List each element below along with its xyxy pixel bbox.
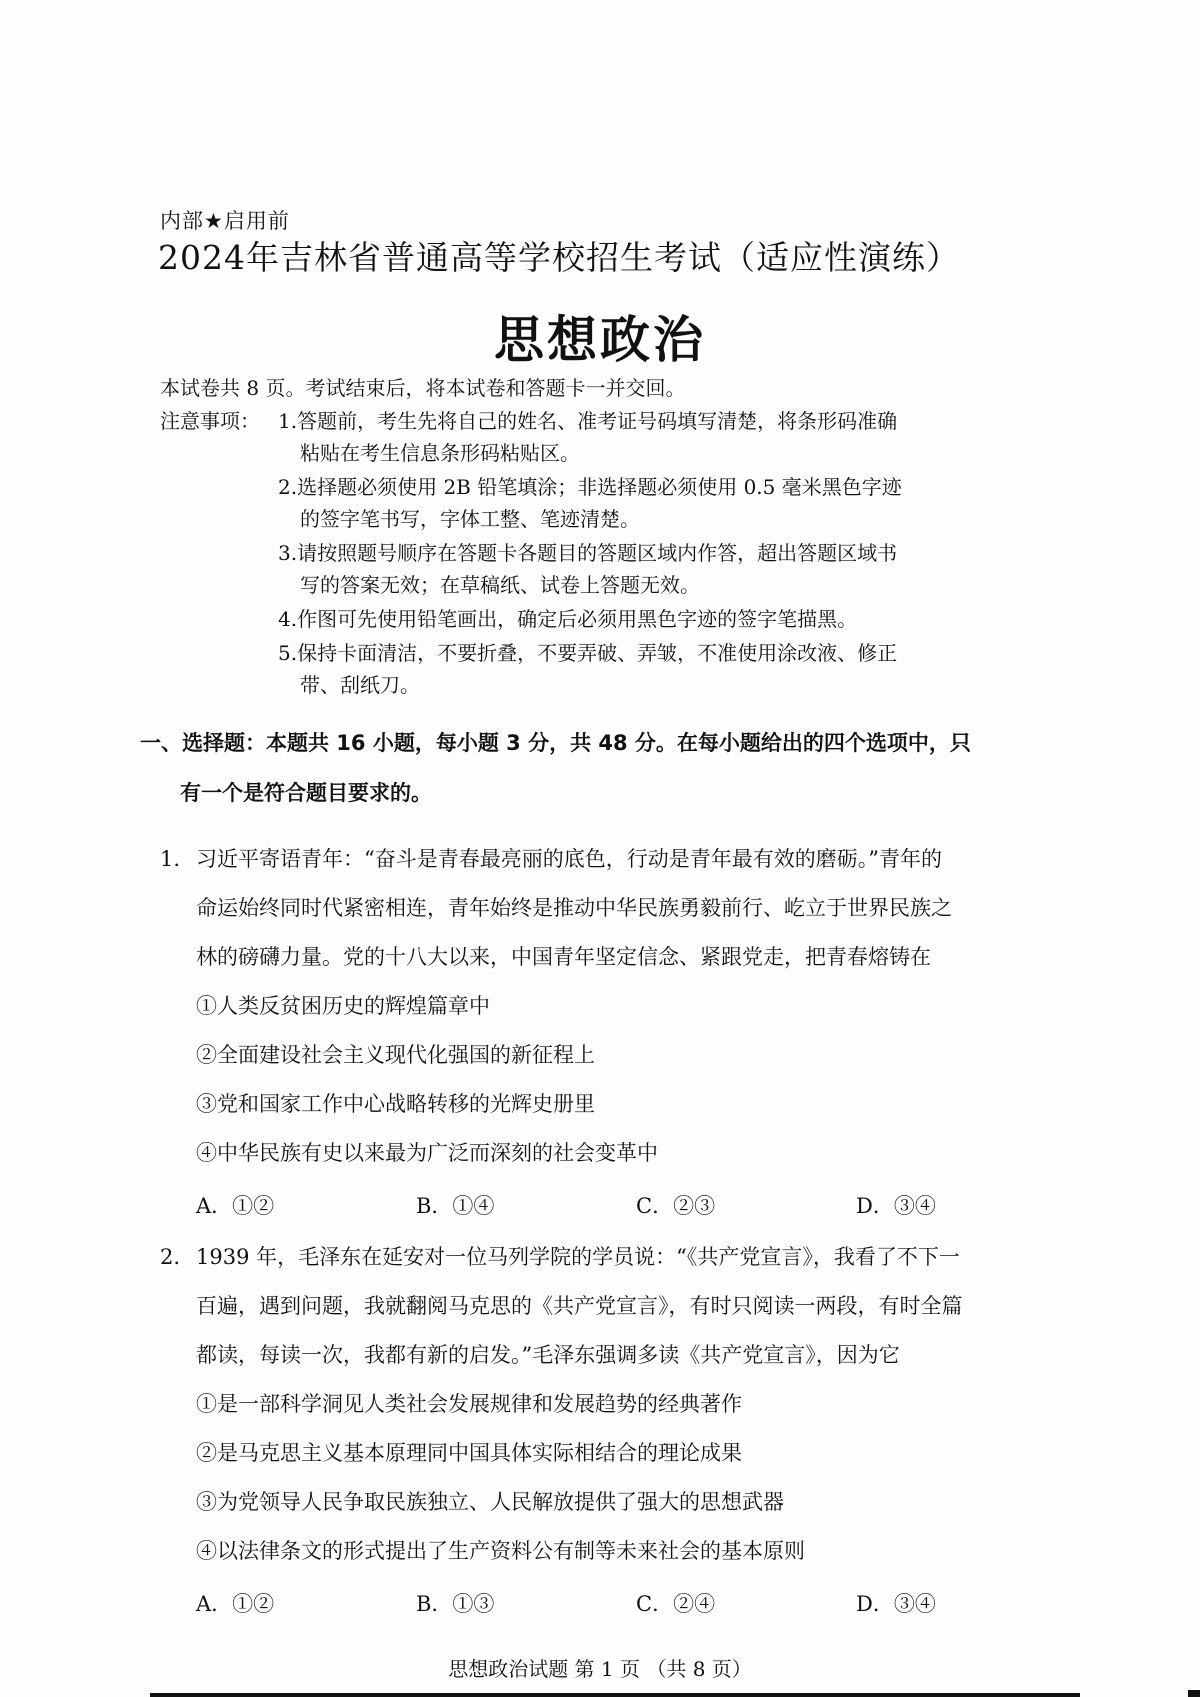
instruction-text: 2.选择题必须使用 2B 铅笔填涂；非选择题必须使用 0.5 毫米黑色字迹 [278, 475, 902, 499]
statement-option: ②全面建设社会主义现代化强国的新征程上 [196, 1043, 595, 1067]
answer-choices [160, 1178, 1080, 1234]
section-heading-line: 一、选择题：本题共 16 小题，每小题 3 分，共 48 分。在每小题给出的四个选项中，只 [140, 731, 971, 755]
question-number: 1. [160, 847, 181, 871]
instruction-text: 1.答题前，考生先将自己的姓名、准考证号码填写清楚，将条形码准确 [278, 409, 898, 433]
page-footer: 思想政治试题 第 1 页 （共 8 页） [448, 1657, 752, 1681]
question-stem-text: 1939 年，毛泽东在延安对一位马列学院的学员说：“《共产党宣言》，我看了不下一 [196, 1245, 960, 1269]
confidential-mark: 内部★启用前 [160, 209, 290, 233]
statement-option: ①是一部科学洞见人类社会发展规律和发展趋势的经典著作 [196, 1392, 742, 1416]
choice-a: A．①② [196, 1194, 275, 1218]
subject-title: 思想政治 [494, 311, 706, 369]
statement-option: ④中华民族有史以来最为广泛而深刻的社会变革中 [196, 1141, 658, 1165]
statement-option: ②是马克思主义基本原理同中国具体实际相结合的理论成果 [196, 1441, 742, 1465]
instructions-list [278, 405, 1078, 703]
instruction-text-cont: 带、刮纸刀。 [300, 673, 420, 697]
choice-d: D．③④ [856, 1194, 936, 1218]
instruction-item [278, 537, 1078, 601]
question-1 [160, 835, 1080, 1234]
question-stem-text: 习近平寄语青年：“奋斗是青春最亮丽的底色，行动是青年最有效的磨砺。”青年的 [196, 847, 942, 871]
choice-c: C．②③ [636, 1194, 716, 1218]
statement-option: ③为党领导人民争取民族独立、人民解放提供了强大的思想武器 [196, 1490, 784, 1514]
exam-title: 2024年吉林省普通高等学校招生考试（适应性演练） [158, 238, 960, 277]
section-heading-line: 有一个是符合题目要求的。 [180, 781, 432, 805]
instruction-item [278, 603, 1078, 635]
instruction-text-cont: 写的答案无效；在草稿纸、试卷上答题无效。 [300, 573, 700, 597]
question-number: 2. [160, 1245, 181, 1269]
instruction-item [278, 405, 1078, 469]
choice-b: B．①③ [416, 1592, 495, 1616]
question-stem-line: 命运始终同时代紧密相连，青年始终是推动中华民族勇毅前行、屹立于世界民族之 [196, 896, 952, 920]
bottom-rule [150, 1693, 1080, 1697]
statement-option: ③党和国家工作中心战略转移的光辉史册里 [196, 1092, 595, 1116]
instruction-text: 4.作图可先使用铅笔画出，确定后必须用黑色字迹的签字笔描黑。 [278, 607, 858, 631]
answer-choices [160, 1576, 1080, 1632]
question-2 [160, 1233, 1080, 1632]
choice-c: C．②④ [636, 1592, 716, 1616]
instruction-item [278, 637, 1078, 701]
question-stem-line [160, 1233, 1080, 1282]
section-heading [140, 718, 1070, 818]
scan-edge-mark [1188, 1690, 1200, 1697]
instruction-text: 5.保持卡面清洁，不要折叠，不要弄破、弄皱，不准使用涂改液、修正 [278, 641, 898, 665]
choice-b: B．①④ [416, 1194, 495, 1218]
paper-intro: 本试卷共 8 页。考试结束后，将本试卷和答题卡一并交回。 [160, 376, 686, 400]
question-stem-line: 林的磅礴力量。党的十八大以来，中国青年坚定信念、紧跟党走，把青春熔铸在 [196, 945, 931, 969]
statement-option: ④以法律条文的形式提出了生产资料公有制等未来社会的基本原则 [196, 1539, 805, 1563]
choice-d: D．③④ [856, 1592, 936, 1616]
instruction-item [278, 471, 1078, 535]
statement-option: ①人类反贫困历史的辉煌篇章中 [196, 994, 490, 1018]
instruction-text-cont: 的签字笔书写，字体工整、笔迹清楚。 [300, 507, 640, 531]
instruction-text: 3.请按照题号顺序在答题卡各题目的答题区域内作答，超出答题区域书 [278, 541, 898, 565]
instructions-label: 注意事项： [160, 409, 260, 433]
instruction-text-cont: 粘贴在考生信息条形码粘贴区。 [300, 441, 580, 465]
question-stem-line: 百遍，遇到问题，我就翻阅马克思的《共产党宣言》，有时只阅读一两段，有时全篇 [196, 1294, 963, 1318]
question-stem-line: 都读，每读一次，我都有新的启发。”毛泽东强调多读《共产党宣言》，因为它 [196, 1343, 900, 1367]
question-stem-line [160, 835, 1080, 884]
choice-a: A．①② [196, 1592, 275, 1616]
